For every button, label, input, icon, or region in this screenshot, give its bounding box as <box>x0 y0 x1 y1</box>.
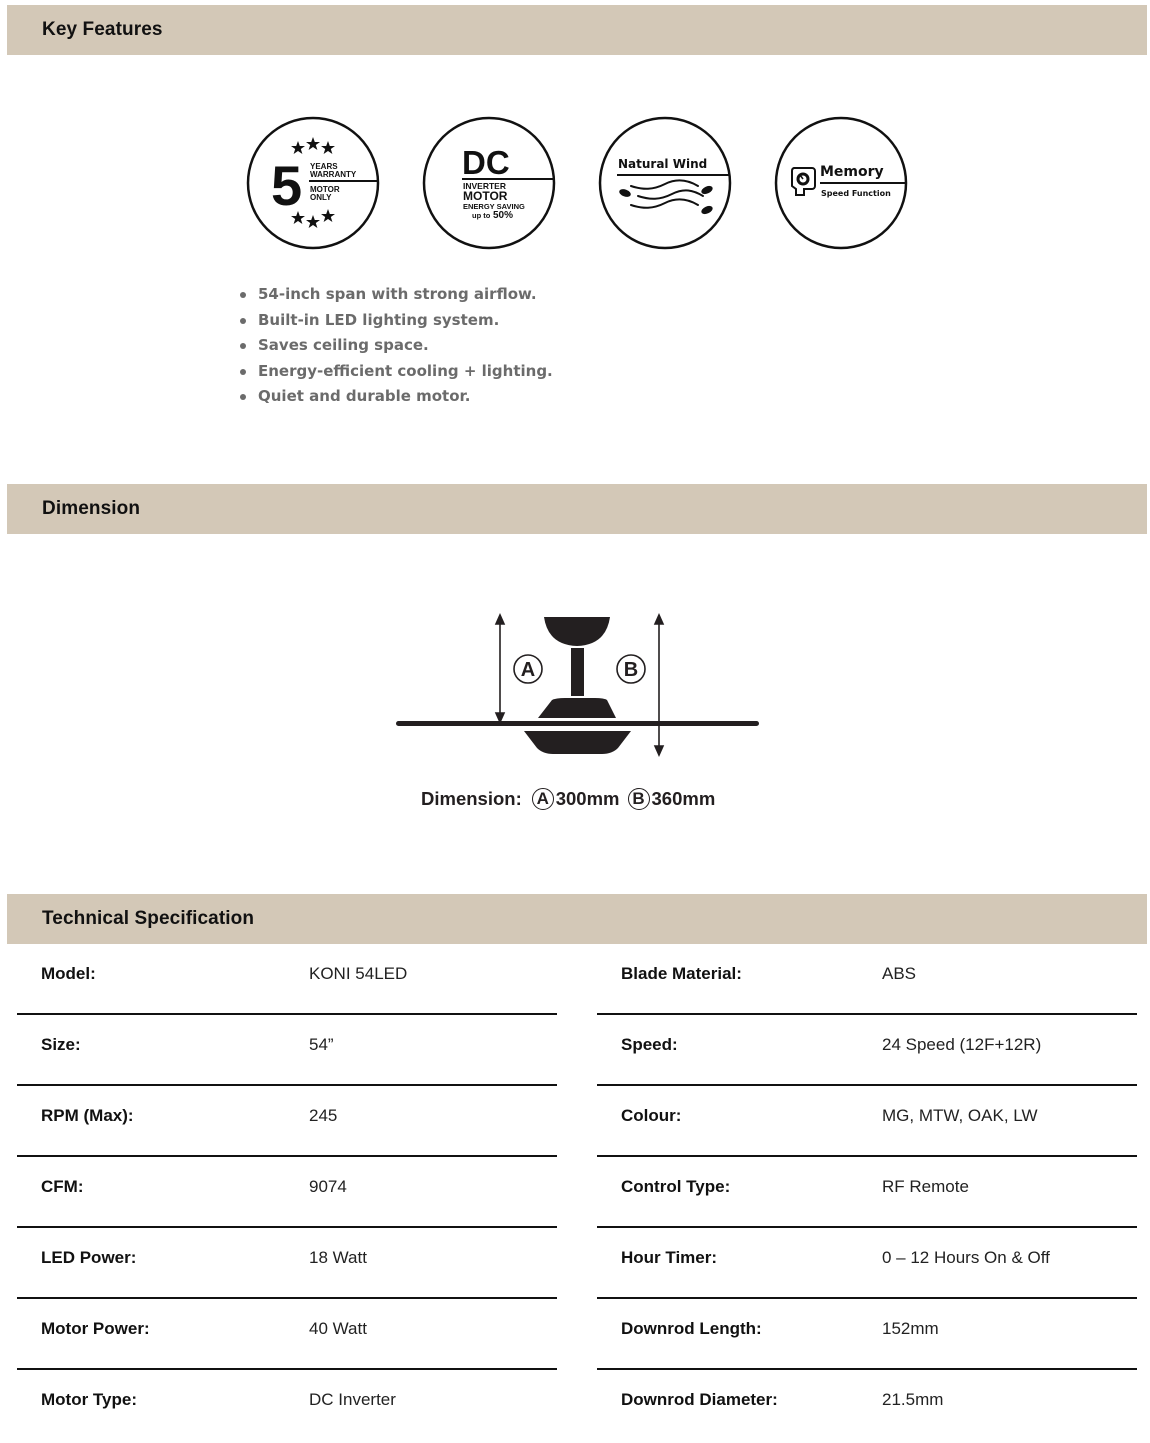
dc-motor-badge-icon <box>422 116 556 250</box>
memory-badge <box>774 116 908 250</box>
natural-wind-badge <box>598 116 732 250</box>
svg-text:INVERTER: INVERTER <box>463 181 506 191</box>
spec-value: 21.5mm <box>882 1390 944 1409</box>
spec-value: 245 <box>309 1106 338 1125</box>
svg-text:YEARS: YEARS <box>310 162 338 171</box>
natural-wind-badge-icon <box>598 116 732 250</box>
bullet-icon <box>240 318 246 324</box>
feature-item: Energy-efficient cooling + lighting. <box>238 359 553 385</box>
marker-a: A <box>520 659 536 681</box>
spec-table-left <box>17 944 557 1441</box>
spec-value: 152mm <box>882 1319 939 1338</box>
spec-row <box>597 944 1137 1015</box>
key-features-title: Key Features <box>42 19 163 40</box>
spec-value: 0 – 12 Hours On & Off <box>882 1248 1050 1267</box>
spec-value: 54” <box>309 1035 334 1054</box>
svg-text:MOTOR: MOTOR <box>463 189 508 203</box>
bullet-icon <box>240 369 246 375</box>
spec-row <box>17 1086 557 1157</box>
spec-value: 9074 <box>309 1177 347 1196</box>
dimension-title: Dimension <box>42 498 141 519</box>
spec-value: ABS <box>882 964 917 983</box>
feature-item: Built-in LED lighting system. <box>238 308 553 334</box>
spec-row <box>17 1228 557 1299</box>
svg-text:ONLY: ONLY <box>310 193 332 202</box>
spec-row <box>597 1086 1137 1157</box>
dc-motor-badge <box>422 116 556 250</box>
warranty-badge-icon <box>246 116 380 250</box>
spec-label: Hour Timer: <box>621 1248 718 1267</box>
ceiling-fan-icon <box>380 600 780 770</box>
bullet-icon <box>240 394 246 400</box>
spec-row <box>17 1370 557 1441</box>
warranty-badge <box>246 116 380 250</box>
memory-badge-icon <box>774 116 908 250</box>
spec-row <box>597 1157 1137 1228</box>
svg-text:Speed Function: Speed Function <box>821 189 891 198</box>
svg-text:WARRANTY: WARRANTY <box>310 170 357 179</box>
spec-value: RF Remote <box>882 1177 969 1196</box>
spec-label: Model: <box>41 964 96 983</box>
spec-value: DC Inverter <box>309 1390 396 1409</box>
spec-value: MG, MTW, OAK, LW <box>882 1106 1038 1125</box>
spec-value: 40 Watt <box>309 1319 367 1338</box>
svg-text:50%: 50% <box>493 210 514 221</box>
spec-row <box>597 1299 1137 1370</box>
spec-label: CFM: <box>41 1177 84 1196</box>
spec-label: Size: <box>41 1035 81 1054</box>
dimension-b-value: 360mm <box>651 788 716 809</box>
dimension-caption <box>421 786 715 812</box>
spec-value: 18 Watt <box>309 1248 367 1267</box>
spec-value: 24 Speed (12F+12R) <box>882 1035 1042 1054</box>
svg-text:Natural Wind: Natural Wind <box>618 157 708 171</box>
marker-b-caption: B <box>628 788 650 810</box>
spec-label: Motor Type: <box>41 1390 138 1409</box>
spec-label: LED Power: <box>41 1248 137 1267</box>
svg-text:5: 5 <box>271 154 303 217</box>
svg-text:Memory: Memory <box>820 164 884 180</box>
feature-item: Quiet and durable motor. <box>238 384 553 410</box>
svg-text:up to: up to <box>472 211 491 220</box>
feature-item: Saves ceiling space. <box>238 333 553 359</box>
svg-text:DC: DC <box>462 144 510 181</box>
spec-value: KONI 54LED <box>309 964 408 983</box>
feature-item: 54-inch span with strong airflow. <box>238 282 553 308</box>
spec-row <box>597 1228 1137 1299</box>
svg-text:ENERGY SAVING: ENERGY SAVING <box>463 202 525 211</box>
fan-dimension-diagram <box>380 600 780 770</box>
marker-b: B <box>623 659 639 681</box>
key-features-header <box>7 5 1147 55</box>
spec-table-right <box>597 944 1137 1441</box>
bullet-icon <box>240 343 246 349</box>
svg-text:MOTOR: MOTOR <box>310 185 340 194</box>
spec-row <box>17 1015 557 1086</box>
dimension-caption-label: Dimension: <box>421 788 522 809</box>
spec-label: RPM (Max): <box>41 1106 134 1125</box>
technical-specification-header <box>7 894 1147 944</box>
dimension-header <box>7 484 1147 534</box>
spec-row <box>17 1157 557 1228</box>
dimension-a-value: 300mm <box>555 788 620 809</box>
dimension-arrow-a <box>496 615 504 722</box>
features-list <box>238 282 553 410</box>
spec-row <box>597 1015 1137 1086</box>
spec-row <box>17 1299 557 1370</box>
spec-row <box>597 1370 1137 1441</box>
spec-label: Blade Material: <box>621 964 742 983</box>
spec-row <box>17 944 557 1015</box>
technical-specification-title: Technical Specification <box>42 908 255 929</box>
dimension-arrow-b <box>655 615 663 755</box>
bullet-icon <box>240 292 246 298</box>
spec-label: Control Type: <box>621 1177 731 1196</box>
spec-label: Motor Power: <box>41 1319 150 1338</box>
spec-label: Downrod Length: <box>621 1319 762 1338</box>
spec-label: Speed: <box>621 1035 678 1054</box>
spec-label: Downrod Diameter: <box>621 1390 778 1409</box>
spec-label: Colour: <box>621 1106 682 1125</box>
marker-a-caption: A <box>532 788 554 810</box>
